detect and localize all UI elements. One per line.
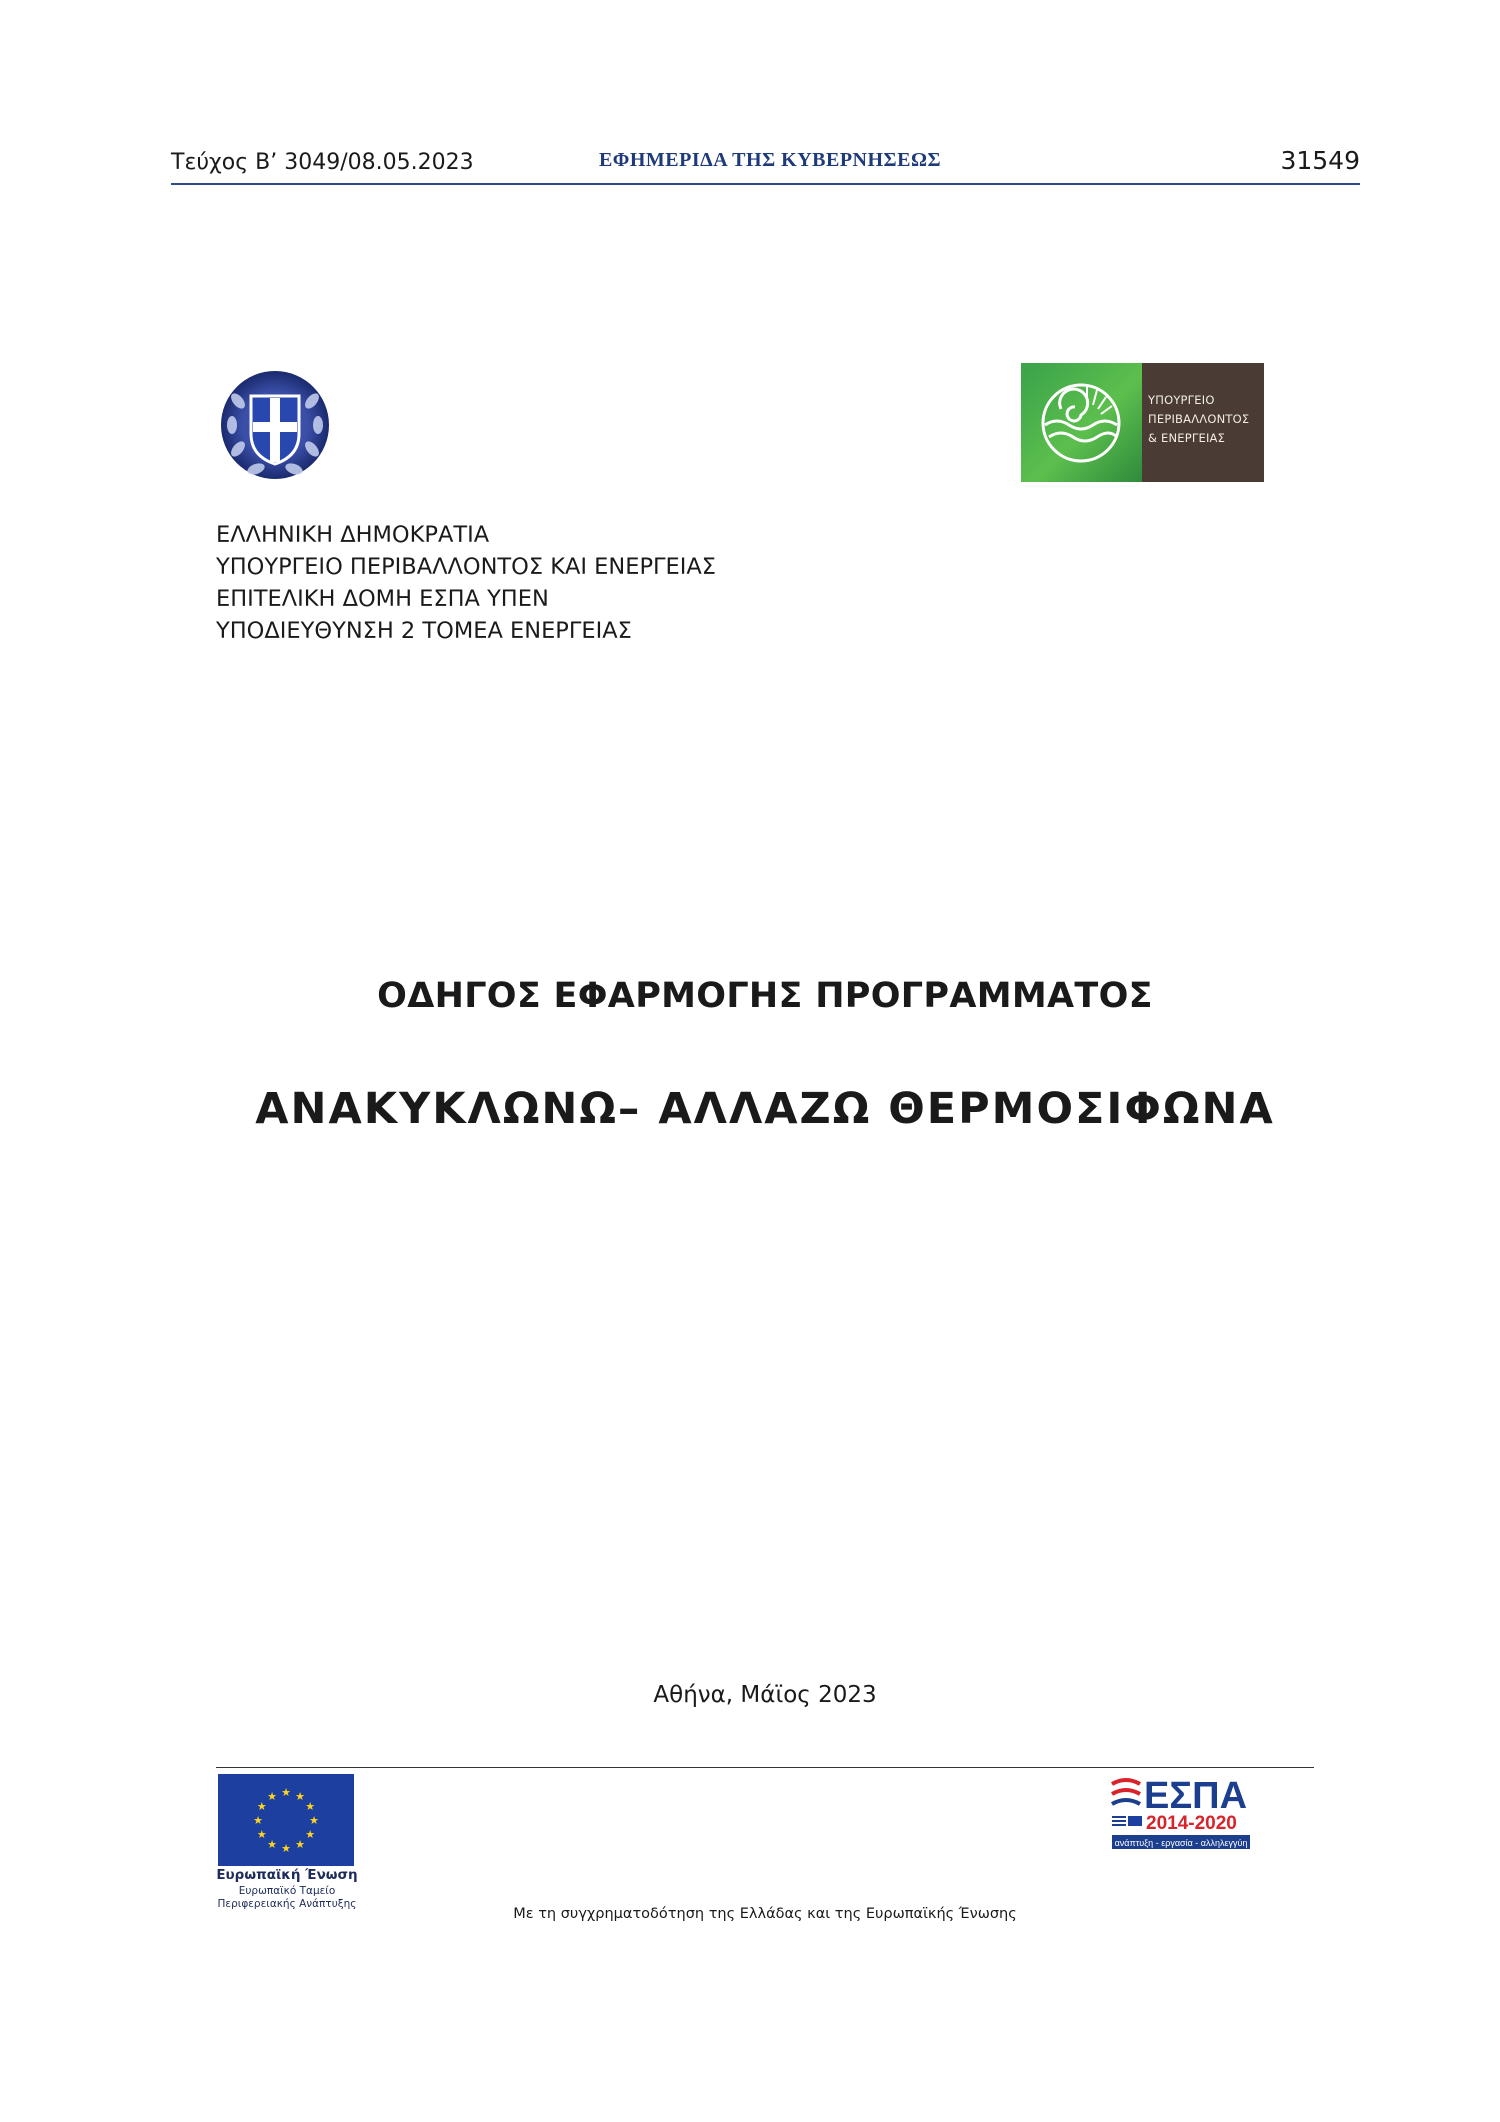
espa-logo <box>1108 1772 1254 1862</box>
eu-star-icon: ★ <box>281 1786 291 1799</box>
sun-wave-icon <box>1021 363 1142 482</box>
eu-star-icon: ★ <box>256 1828 267 1841</box>
authority-line: ΥΠΟΥΡΓΕΙΟ ΠΕΡΙΒΑΛΛΟΝΤΟΣ ΚΑΙ ΕΝΕΡΓΕΙΑΣ <box>216 554 717 580</box>
cofinancing-note: Με τη συγχρηματοδότηση της Ελλάδας και της Ευρωπαϊκής Ένωσης <box>513 1906 1017 1922</box>
eu-star-icon: ★ <box>309 1814 319 1827</box>
issuing-authority <box>216 519 716 647</box>
issue-label: Τεύχος Β’ 3049/08.05.2023 <box>171 150 474 175</box>
greek-flag-icon <box>1112 1816 1126 1826</box>
espa-slogan: ανάπτυξη - εργασία - αλληλεγγύη <box>1114 1838 1248 1848</box>
eu-name: Ευρωπαϊκή Ένωση <box>216 1867 358 1883</box>
greek-emblem-icon <box>218 368 333 483</box>
espa-years: 2014-2020 <box>1146 1813 1237 1834</box>
espa-swoosh-icon <box>1112 1790 1140 1794</box>
espa-swoosh-icon <box>1112 1800 1140 1804</box>
eu-star-icon: ★ <box>305 1828 316 1841</box>
page-number: 31549 <box>1280 146 1360 175</box>
eu-star-icon: ★ <box>295 1838 305 1852</box>
footer-divider <box>216 1767 1314 1768</box>
eu-mini-flag-icon <box>1128 1816 1142 1826</box>
espa-title: ΕΣΠΑ <box>1144 1775 1248 1817</box>
ministry-logo-line: ΠΕΡΙΒΑΛΛΟΝΤΟΣ <box>1148 412 1250 426</box>
authority-line: ΕΛΛΗΝΙΚΗ ΔΗΜΟΚΡΑΤΙΑ <box>216 522 490 548</box>
eu-star-icon: ★ <box>267 1789 277 1803</box>
eu-star-icon: ★ <box>253 1814 263 1827</box>
eu-flag-icon <box>218 1774 354 1866</box>
eu-star-icon: ★ <box>305 1800 316 1813</box>
ministry-logo-mark <box>1021 363 1142 482</box>
espa-swoosh-icon <box>1112 1780 1140 1784</box>
ministry-logo-text <box>1142 363 1264 482</box>
ministry-logo-line: & ΕΝΕΡΓΕΙΑΣ <box>1148 431 1226 445</box>
eu-star-icon: ★ <box>295 1789 305 1803</box>
place-date: Αθήνα, Μάϊος 2023 <box>653 1682 877 1708</box>
ministry-logo <box>1021 363 1264 482</box>
ministry-logo-line: ΥΠΟΥΡΓΕΙΟ <box>1148 393 1215 407</box>
eu-star-icon: ★ <box>256 1800 267 1813</box>
eu-fund-line: Ευρωπαϊκό Ταμείο <box>238 1885 336 1897</box>
authority-line: ΕΠΙΤΕΛΙΚΗ ΔΟΜΗ ΕΣΠΑ ΥΠΕΝ <box>216 586 549 612</box>
eu-star-icon: ★ <box>281 1842 291 1855</box>
program-title: ΑΝΑΚΥΚΛΩΝΩ– ΑΛΛΑΖΩ ΘΕΡΜΟΣΙΦΩΝΑ <box>255 1084 1275 1134</box>
eu-star-icon: ★ <box>267 1838 277 1852</box>
greek-flag-stripe <box>1112 1818 1126 1820</box>
greek-flag-stripe <box>1112 1822 1126 1824</box>
eu-fund-line: Περιφερειακής Ανάπτυξης <box>217 1898 357 1910</box>
header-divider <box>171 183 1360 185</box>
gazette-title: ΕΦΗΜΕΡΙΔΑ ΤΗΣ ΚΥΒΕΡΝΗΣΕΩΣ <box>598 149 942 171</box>
document-title: ΟΔΗΓΟΣ ΕΦΑΡΜΟΓΗΣ ΠΡΟΓΡΑΜΜΑΤΟΣ <box>377 976 1153 1016</box>
authority-line: ΥΠΟΔΙΕΥΘΥΝΣΗ 2 ΤΟΜΕΑ ΕΝΕΡΓΕΙΑΣ <box>216 618 632 644</box>
